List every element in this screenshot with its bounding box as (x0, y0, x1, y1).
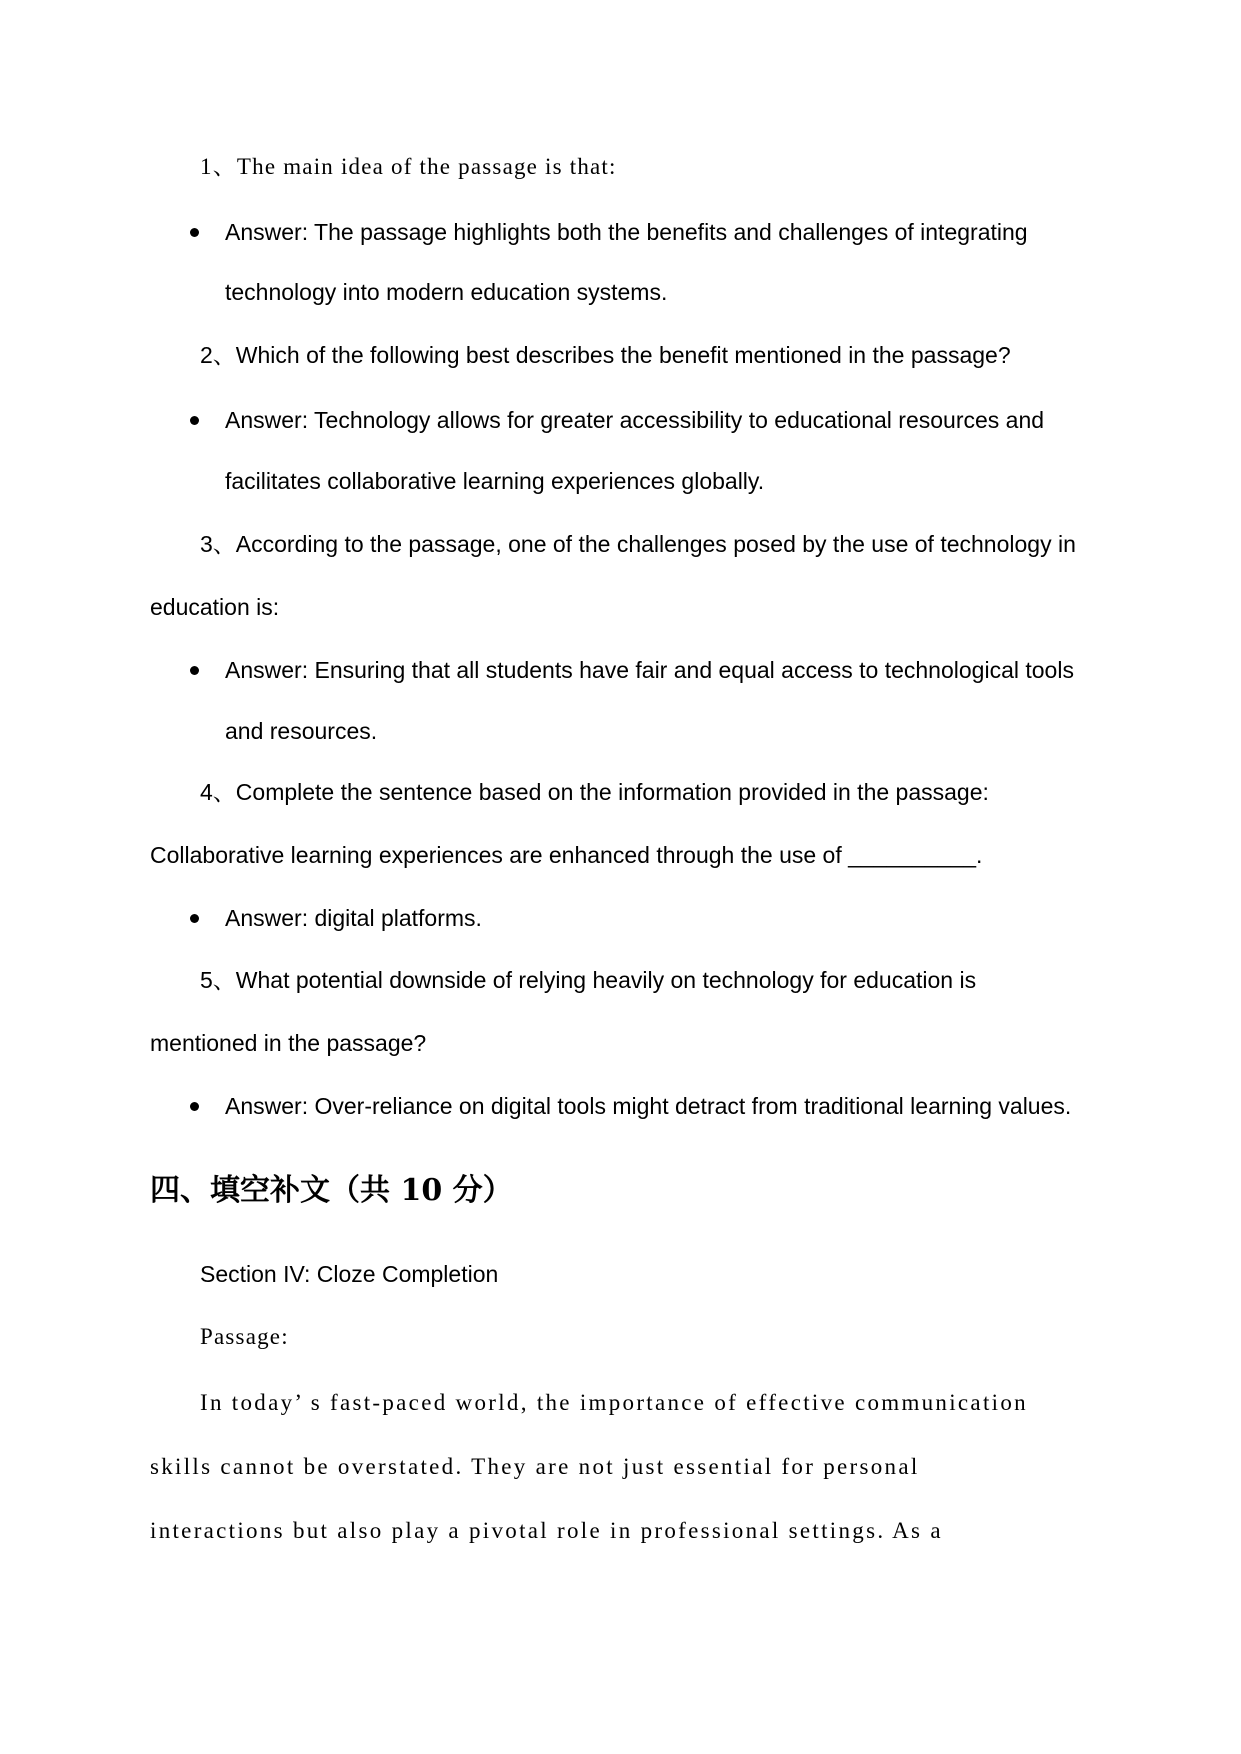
question-2-prompt: 2、Which of the following best describes the benefit mentioned in the passage? (200, 342, 1011, 368)
bullet-icon (190, 666, 199, 675)
bullet-icon (190, 1102, 199, 1111)
question-4-prompt-line-2: Collaborative learning experiences are enhanced through the use of __________. (150, 842, 983, 868)
passage-line-3: interactions but also play a pivotal role in professional settings. As a (150, 1518, 943, 1543)
passage-line-2: skills cannot be overstated. They are not just essential for personal (150, 1454, 920, 1479)
section-subtitle: Section IV: Cloze Completion (200, 1261, 499, 1287)
question-3-prompt-line-1: 3、According to the passage, one of the challenges posed by the use of technology in (200, 531, 1076, 557)
passage-label: Passage: (200, 1324, 289, 1349)
bullet-icon (190, 914, 199, 923)
question-3-answer-line-1: Answer: Ensuring that all students have fair and equal access to technological tools (225, 657, 1074, 683)
question-3-prompt-line-2: education is: (150, 594, 280, 620)
question-5-prompt-line-2: mentioned in the passage? (150, 1030, 427, 1056)
question-1-prompt: 1、The main idea of the passage is that: (200, 154, 617, 179)
question-3-answer-line-2: and resources. (225, 718, 378, 744)
question-5-answer-line-1: Answer: Over-reliance on digital tools might detract from traditional learning values. (225, 1093, 1072, 1119)
question-2-answer-line-1: Answer: Technology allows for greater accessibility to educational resources and (225, 407, 1045, 433)
question-2-answer-line-2: facilitates collaborative learning experiences globally. (225, 468, 765, 494)
question-4-answer-line-1: Answer: digital platforms. (225, 905, 482, 931)
question-1-answer-line-2: technology into modern education systems. (225, 279, 668, 305)
bullet-icon (190, 228, 199, 237)
bullet-icon (190, 416, 199, 425)
passage-line-1: In today’ s fast-paced world, the importance of effective communication (200, 1390, 1028, 1415)
question-5-prompt-line-1: 5、What potential downside of relying heavily on technology for education is (200, 967, 977, 993)
section-heading: 四、填空补文（共 10 分） (150, 1173, 513, 1208)
question-1-answer-line-1: Answer: The passage highlights both the benefits and challenges of integrating (225, 219, 1028, 245)
question-4-prompt-line-1: 4、Complete the sentence based on the information provided in the passage: (200, 779, 989, 805)
